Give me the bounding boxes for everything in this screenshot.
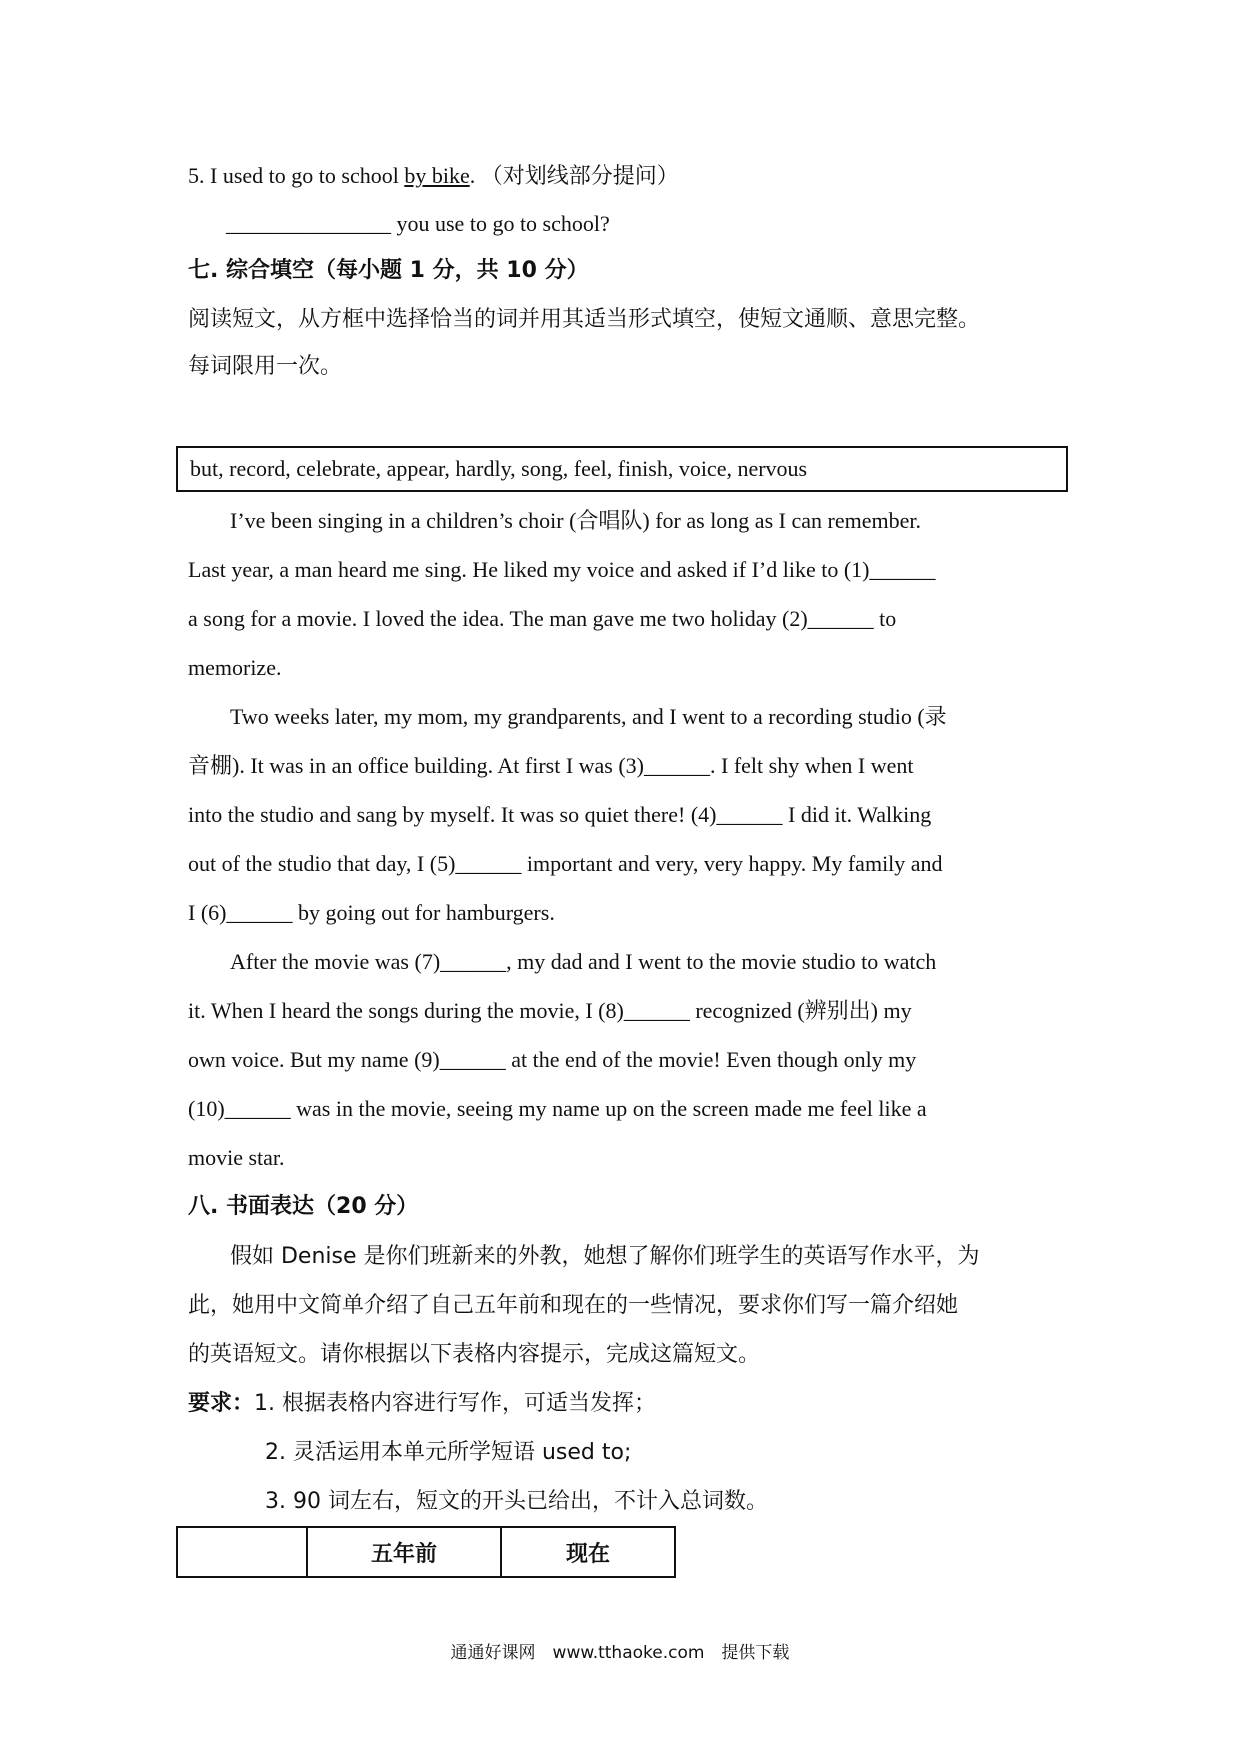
q5-prefix: 5. I used to go to school <box>188 163 405 188</box>
passage-line: a song for a movie. I loved the idea. The man gave me two holiday (2)______ to <box>188 606 897 631</box>
passage-line: 音棚). It was in an office building. At first I was (3)______. I felt shy when I went <box>188 753 914 778</box>
passage-line: into the studio and sang by myself. It was so quiet there! (4)______ I did it. Walking <box>188 802 932 827</box>
section-8-title: 八. 书面表达（20 分） <box>188 1194 419 1219</box>
section-7-instruction-2: 每词限用一次。 <box>188 354 343 379</box>
section-8-intro-line: 假如 Denise 是你们班新来的外教，她想了解你们班学生的英语写作水平，为 <box>230 1244 980 1269</box>
passage-line: Last year, a man heard me sing. He liked my voice and asked if I’d like to (1)______ <box>188 557 936 582</box>
passage-line: I’ve been singing in a children’s choir (合唱队) for as long as I can remember. <box>230 508 921 533</box>
table-header-five-years-ago: 五年前 <box>307 1527 501 1577</box>
passage-line: I (6)______ by going out for hamburgers. <box>188 900 555 925</box>
section-8-intro-line: 此，她用中文简单介绍了自己五年前和现在的一些情况，要求你们写一篇介绍她 <box>188 1293 959 1318</box>
passage-line: it. When I heard the songs during the movie, I (8)______ recognized (辨别出) my <box>188 998 912 1023</box>
table-header-blank <box>177 1527 307 1577</box>
section-7-title: 七. 综合填空（每小题 1 分，共 10 分） <box>188 258 589 283</box>
requirement-item: 3. 90 词左右，短文的开头已给出，不计入总词数。 <box>265 1489 768 1514</box>
writing-info-table <box>176 1526 676 1578</box>
requirements-row <box>188 1389 656 1419</box>
passage-line: memorize. <box>188 655 282 680</box>
requirements-label: 要求： <box>188 1391 255 1416</box>
section-7-instruction-1: 阅读短文，从方框中选择恰当的词并用其适当形式填空，使短文通顺、意思完整。 <box>188 307 981 332</box>
passage-line: movie star. <box>188 1145 285 1170</box>
word-box: but, record, celebrate, appear, hardly, song, feel, finish, voice, nervous <box>176 446 1068 492</box>
table-header-now: 现在 <box>501 1527 675 1577</box>
passage-line: out of the studio that day, I (5)______ important and very, very happy. My family and <box>188 851 943 876</box>
requirement-item: 1. 根据表格内容进行写作，可适当发挥； <box>254 1391 657 1416</box>
q5-answer-line: _______________ you use to go to school? <box>226 211 610 236</box>
passage-line: After the movie was (7)______, my dad and I went to the movie studio to watch <box>230 949 937 974</box>
q5-instruction: （对划线部分提问） <box>480 164 679 189</box>
question-5 <box>188 161 679 192</box>
page-footer: 通通好课网 www.tthaoke.com 提供下载 <box>450 1643 790 1663</box>
passage-line: (10)______ was in the movie, seeing my name up on the screen made me feel like a <box>188 1096 927 1121</box>
section-8-intro-line: 的英语短文。请你根据以下表格内容提示，完成这篇短文。 <box>188 1342 761 1367</box>
passage-line: Two weeks later, my mom, my grandparents, and I went to a recording studio (录 <box>230 704 947 729</box>
passage-line: own voice. But my name (9)______ at the end of the movie! Even though only my <box>188 1047 917 1072</box>
q5-suffix: . <box>469 163 476 188</box>
requirement-item: 2. 灵活运用本单元所学短语 used to; <box>265 1440 632 1465</box>
q5-underlined: by bike <box>404 163 470 188</box>
